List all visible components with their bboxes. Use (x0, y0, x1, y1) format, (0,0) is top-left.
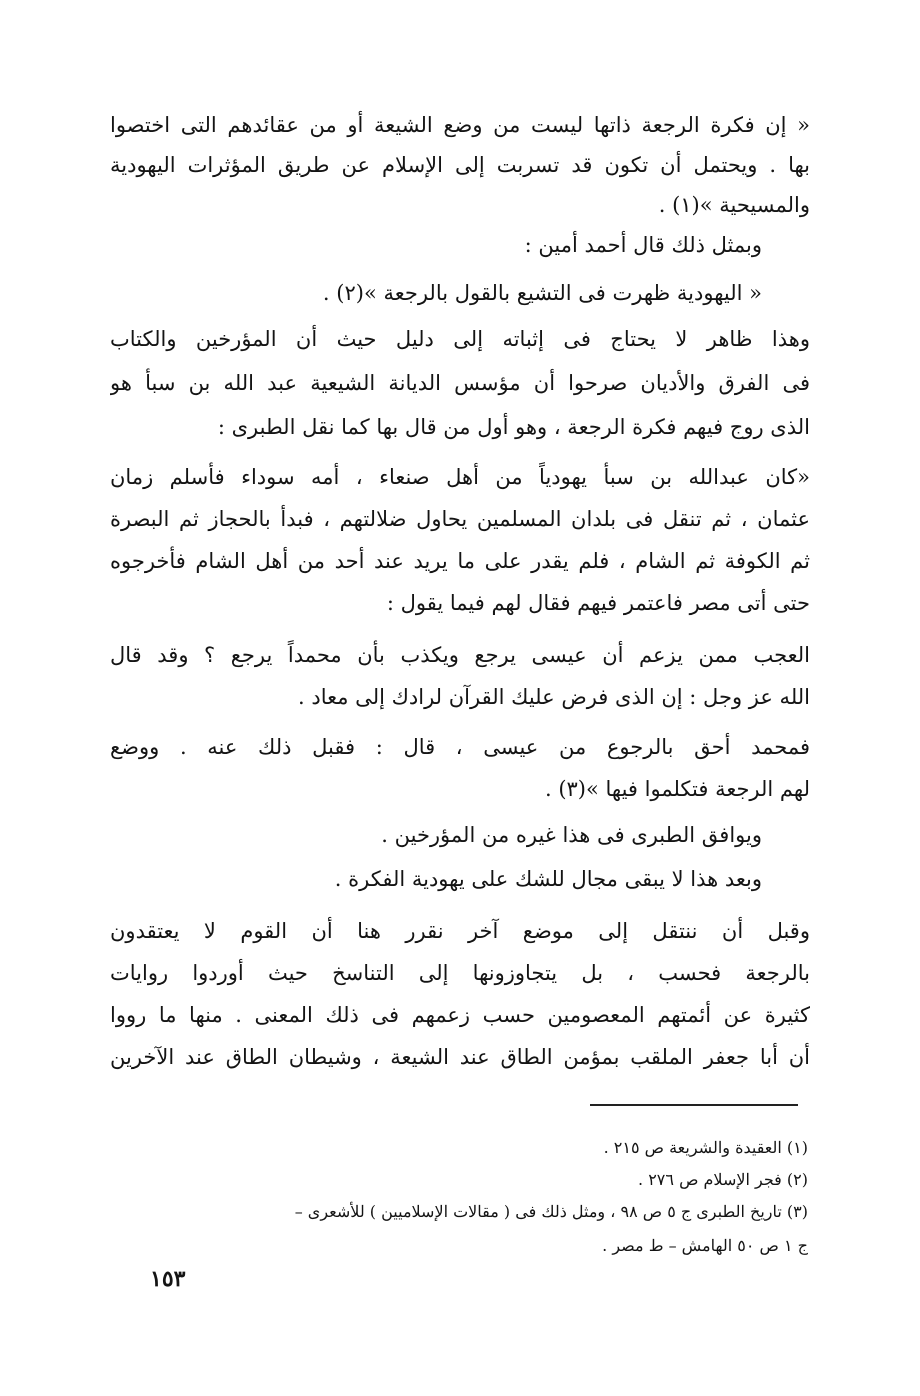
text-line: حتى أتى مصر فاعتمر فيهم فقال لهم فيما يقول : (386, 591, 810, 615)
text-line: وهذا ظاهر لا يحتاج فى إثباته إلى دليل حيث أن المؤرخين والكتاب (110, 327, 810, 351)
text-line: فمحمد أحق بالرجوع من عيسى ، قال : فقبل ذلك عنه . ووضع (110, 735, 810, 759)
text-line: بها . ويحتمل أن تكون قد تسربت إلى الإسلام عن طريق المؤثرات اليهودية (110, 153, 810, 177)
footnote: (٣) تاريخ الطبرى ج ٥ ص ٩٨ ، ومثل ذلك فى ( مقالات الإسلاميين ) للأشعرى – (294, 1202, 808, 1221)
text-line: « إن فكرة الرجعة ذاتها ليست من وضع الشيعة أو من عقائدهم التى اختصوا (110, 113, 810, 137)
text-line: وقبل أن ننتقل إلى موضع آخر نقرر هنا أن القوم لا يعتقدون (110, 919, 810, 943)
text-line: «كان عبدالله بن سبأ يهودياً من أهل صنعاء ، أمه سوداء فأسلم زمان (110, 465, 810, 489)
footnote: (١) العقيدة والشريعة ص ٢١٥ . (603, 1138, 808, 1157)
text-line: كثيرة عن أئمتهم المعصومين حسب زعمهم فى ذلك المعنى . منها ما رووا (110, 1003, 810, 1027)
text-line: « اليهودية ظهرت فى التشيع بالقول بالرجعة »(٢) . (322, 281, 762, 305)
text-line: الله عز وجل : إن الذى فرض عليك القرآن لرادك إلى معاد . (298, 685, 810, 709)
footnote: (٢) فجر الإسلام ص ٢٧٦ . (638, 1170, 808, 1189)
footnote-divider (590, 1104, 798, 1106)
text-line: ثم الكوفة ثم الشام ، فلم يقدر على ما يريد عند أحد من أهل الشام فأخرجوه (110, 549, 810, 573)
text-line: وبمثل ذلك قال أحمد أمين : (524, 233, 762, 257)
text-line: أن أبا جعفر الملقب بمؤمن الطاق عند الشيعة ، وشيطان الطاق عند الآخرين (110, 1045, 810, 1069)
text-line: فى الفرق والأديان صرحوا أن مؤسس الديانة الشيعية عبد الله بن سبأ هو (110, 371, 810, 395)
text-line: والمسيحية »(١) . (658, 193, 810, 217)
text-line: الذى روج فيهم فكرة الرجعة ، وهو أول من قال بها كما نقل الطبرى : (217, 415, 810, 439)
text-line: وبعد هذا لا يبقى مجال للشك على يهودية الفكرة . (334, 867, 762, 891)
text-line: ويوافق الطبرى فى هذا غيره من المؤرخين . (381, 823, 762, 847)
footnote: ج ١ ص ٥٠ الهامش – ط مصر . (602, 1236, 808, 1255)
text-line: العجب ممن يزعم أن عيسى يرجع ويكذب بأن محمداً يرجع ؟ وقد قال (110, 643, 810, 667)
page-number: ١٥٣ (150, 1266, 186, 1292)
text-line: بالرجعة فحسب ، بل يتجاوزونها إلى التناسخ حيث أوردوا روايات (110, 961, 810, 985)
text-line: عثمان ، ثم تنقل فى بلدان المسلمين يحاول ضلالتهم ، فبدأ بالحجاز ثم البصرة (110, 507, 810, 531)
text-line: لهم الرجعة فتكلموا فيها »(٣) . (544, 777, 810, 801)
